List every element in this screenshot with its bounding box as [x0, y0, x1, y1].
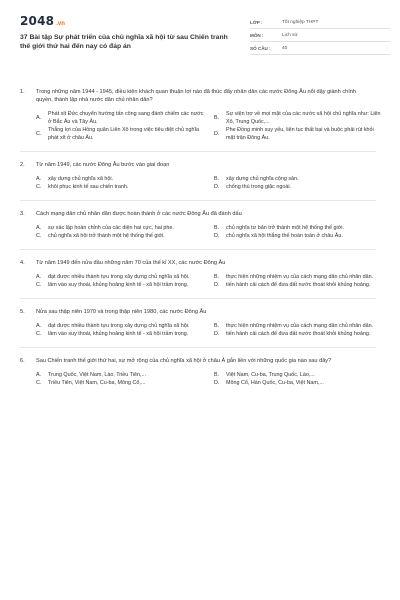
option-text: chủ nghĩa tư bản trở thành một hệ thống thế giới. — [226, 225, 344, 231]
option-text: tiến hành cải cách để đưa đất nước thoát khỏi khủng hoảng. — [226, 331, 371, 337]
option-letter: A. — [36, 274, 42, 280]
question-divider — [20, 298, 376, 299]
answer-option[interactable] — [214, 110, 390, 126]
answer-option[interactable] — [36, 224, 212, 232]
option-letter: C. — [36, 282, 42, 288]
option-letter: D. — [214, 380, 220, 386]
option-text: sự xác lập hoàn chỉnh của các diện hai cực, hai phe. — [48, 225, 174, 231]
question-item — [20, 88, 390, 142]
answer-option[interactable] — [214, 379, 390, 387]
question-number: 4. — [20, 260, 25, 266]
option-text: đạt được nhiều thành tựu trong xây dựng chủ nghĩa xã hội. — [48, 323, 190, 329]
question-number: 2. — [20, 162, 25, 168]
answer-options — [36, 322, 390, 338]
meta-value: 40 — [282, 45, 288, 51]
option-text: Phát xít Đức chuyển hướng tấn công sang đánh chiếm các nước ở Bắc Âu và Tây Âu. — [48, 111, 204, 125]
option-letter: A. — [36, 176, 42, 182]
option-letter: D. — [214, 184, 220, 190]
question-text: Trong những năm 1944 - 1945, điều kiện khách quan thuận lợi nào đã thúc đẩy nhân dân các nước Đông Âu nổi dậy giành chính quyền, thành lập nhà nước dân chủ nhân dân? — [36, 89, 357, 103]
answer-option[interactable] — [214, 371, 390, 379]
meta-value: Lịch sử — [282, 32, 298, 38]
option-text: Trung Quốc, Việt Nam, Lào, Triều Tiên,... — [48, 372, 146, 378]
option-letter: C. — [36, 331, 42, 337]
question-number: 5. — [20, 309, 25, 315]
question-text: Từ năm 1949, các nước Đông Âu bước vào giai đoạn — [36, 162, 170, 168]
question-stem — [20, 308, 390, 316]
answer-options — [36, 224, 390, 240]
option-text: lâm vào suy thoái, khủng hoảng kinh tế - xã hội trầm trọng. — [48, 331, 189, 337]
option-letter: B. — [214, 372, 220, 378]
answer-options — [36, 175, 390, 191]
question-stem — [20, 259, 390, 267]
option-text: xây dựng chủ nghĩa cộng sản. — [226, 176, 299, 182]
document-title: 37 Bài tập Sự phát triển của chủ nghĩa xã hội từ sau Chiến tranh thế giới thứ hai đến nay có đáp án — [20, 34, 228, 50]
answer-option[interactable] — [36, 330, 212, 338]
option-letter: A. — [36, 372, 42, 378]
option-letter: A. — [36, 115, 42, 121]
option-letter: B. — [214, 323, 220, 329]
question-item — [20, 357, 390, 387]
option-text: chống thù trong giặc ngoài. — [226, 184, 292, 190]
option-letter: C. — [36, 233, 42, 239]
option-text: thực hiện những nhiệm vụ của cách mạng dân chủ nhân dân. — [226, 323, 374, 329]
document-header — [20, 14, 390, 64]
answer-option[interactable] — [214, 175, 390, 183]
option-letter: B. — [214, 115, 220, 121]
question-item — [20, 210, 390, 240]
site-logo[interactable] — [20, 14, 235, 30]
answer-options — [36, 273, 390, 289]
question-divider — [20, 200, 376, 201]
question-stem — [20, 210, 390, 218]
answer-option[interactable] — [36, 379, 212, 387]
option-letter: D. — [214, 282, 220, 288]
option-letter: C. — [36, 184, 42, 190]
meta-row-subject — [250, 29, 390, 42]
answer-option[interactable] — [36, 110, 212, 126]
meta-row-count — [250, 42, 390, 55]
question-divider — [20, 347, 376, 348]
answer-option[interactable] — [214, 183, 390, 191]
logo-domain-text: .vn — [56, 21, 65, 27]
option-text: Việt Nam, Cu-ba, Trung Quốc, Lào,... — [226, 372, 315, 378]
option-text: Mông Cổ, Hàn Quốc, Cu-ba, Việt Nam,... — [226, 380, 324, 386]
question-number: 1. — [20, 89, 25, 95]
option-text: xây dựng chủ nghĩa xã hội. — [48, 176, 114, 182]
option-text: tiến hành cải cách để đưa đất nước thoát khỏi khủng hoảng. — [226, 282, 371, 288]
question-number: 6. — [20, 358, 25, 364]
question-divider — [20, 249, 376, 250]
question-text: Từ năm 1949 đến nửa đầu những năm 70 của thế kỉ XX, các nước Đông Âu — [36, 260, 226, 266]
meta-value: Tốt nghiệp THPT — [282, 19, 319, 25]
option-text: Sự viện trợ về mọi mặt của các nước xã hội chủ nghĩa như: Liên Xô, Trung Quốc,... — [226, 111, 381, 125]
meta-row-grade — [250, 16, 390, 29]
answer-option[interactable] — [36, 175, 212, 183]
option-letter: B. — [214, 176, 220, 182]
answer-option[interactable] — [214, 330, 390, 338]
option-text: lâm vào suy thoái, khủng hoảng kinh tế - xã hội trầm trọng. — [48, 282, 189, 288]
meta-key: SỐ CÂU : — [250, 45, 271, 51]
question-item — [20, 259, 390, 289]
option-text: chủ nghĩa xã hội trở thành một hệ thống thế giới. — [48, 233, 165, 239]
answer-option[interactable] — [36, 322, 212, 330]
question-number: 3. — [20, 211, 25, 217]
question-text: Nửa sau thập niên 1970 và trong thập niên 1980, các nước Đông Âu — [36, 309, 207, 315]
option-letter: B. — [214, 274, 220, 280]
question-stem — [20, 88, 390, 104]
answer-option[interactable] — [36, 371, 212, 379]
option-letter: C. — [36, 131, 42, 137]
answer-options — [36, 110, 390, 142]
option-text: Phe Đồng minh suy yếu, liên tục thất bại và buộc phải rút khỏi mặt trận Đông Âu. — [226, 127, 374, 141]
option-text: thực hiện những nhiệm vụ của cách mạng dân chủ nhân dân. — [226, 274, 374, 280]
option-letter: A. — [36, 225, 42, 231]
answer-option[interactable] — [214, 273, 390, 281]
answer-option[interactable] — [214, 281, 390, 289]
option-text: khôi phục kinh tế sau chiến tranh. — [48, 184, 129, 190]
answer-option[interactable] — [36, 126, 212, 142]
option-letter: A. — [36, 323, 42, 329]
option-letter: C. — [36, 380, 42, 386]
answer-option[interactable] — [214, 322, 390, 330]
option-text: chủ nghĩa xã hội thắng thế hoàn toàn ở châu Âu. — [226, 233, 343, 239]
option-text: Thắng lợi của Hồng quân Liên Xô trong việc tiêu diệt chủ nghĩa phát xít ở châu Âu. — [48, 127, 199, 141]
answer-option[interactable] — [36, 273, 212, 281]
option-text: Triều Tiên, Việt Nam, Cu-ba, Mông Cổ,... — [48, 380, 146, 386]
option-letter: D. — [214, 131, 220, 137]
question-stem — [20, 161, 390, 169]
answer-option[interactable] — [36, 281, 212, 289]
meta-table — [250, 16, 390, 55]
question-text: Cách mạng dân chủ nhân dân được hoàn thành ở các nước Đông Âu đã đánh dấu — [36, 211, 242, 217]
option-letter: D. — [214, 233, 220, 239]
meta-key: MÔN : — [250, 32, 264, 38]
answer-options — [36, 371, 390, 387]
answer-option[interactable] — [36, 232, 212, 240]
answer-option[interactable] — [214, 224, 390, 232]
question-list — [20, 88, 390, 387]
option-letter: D. — [214, 331, 220, 337]
question-divider — [20, 151, 376, 152]
answer-option[interactable] — [36, 183, 212, 191]
question-stem — [20, 357, 390, 365]
option-letter: B. — [214, 225, 220, 231]
option-text: đạt được nhiều thành tựu trong xây dựng chủ nghĩa xã hội. — [48, 274, 190, 280]
question-item — [20, 161, 390, 191]
header-left — [20, 14, 235, 51]
meta-key: LỚP : — [250, 19, 263, 25]
question-item — [20, 308, 390, 338]
answer-option[interactable] — [214, 232, 390, 240]
logo-main-text: 2048 — [20, 14, 55, 28]
answer-option[interactable] — [214, 126, 390, 142]
question-text: Sau Chiến tranh thế giới thứ hai, sự mở rộng của chủ nghĩa xã hội ở châu Á gắn liền với những quốc gia nào sau đây? — [36, 358, 332, 364]
